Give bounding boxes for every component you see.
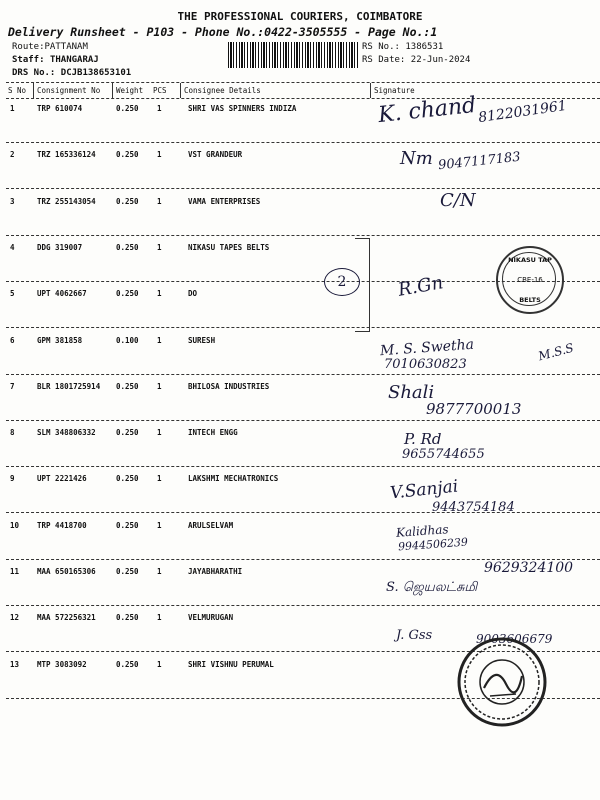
row-consignee: INTECH ENGG (188, 428, 238, 437)
row-weight: 0.250 (116, 382, 139, 391)
col-divider (33, 83, 34, 98)
row-sno: 2 (10, 150, 15, 159)
header-top-rule (6, 82, 600, 83)
row-consignment-no: GPM 381858 (37, 336, 83, 345)
row-pcs: 1 (157, 382, 162, 391)
rs-no-label: RS No.: (362, 42, 400, 52)
row-pcs: 1 (157, 567, 162, 576)
signature-row10-name: Kalidhas (395, 522, 449, 540)
row-separator (6, 142, 600, 143)
row-separator (6, 420, 600, 421)
row-consignment-no: TRZ 255143054 (37, 197, 96, 206)
signature-row12-name: J. Gss (396, 628, 433, 643)
row-consignee: ARULSELVAM (188, 521, 234, 530)
row-weight: 0.250 (116, 474, 139, 483)
row-weight: 0.250 (116, 521, 139, 530)
row-pcs: 1 (157, 197, 162, 206)
row-sno: 11 (10, 567, 20, 576)
header-bottom-rule (6, 98, 600, 99)
row-pcs: 1 (157, 289, 162, 298)
route-label: Route: (12, 42, 45, 52)
col-header-sno: S No (8, 86, 27, 95)
row-consignee: VST GRANDEUR (188, 150, 243, 159)
row-separator (6, 188, 600, 189)
row-consignment-no: BLR 1801725914 (37, 382, 101, 391)
row-consignment-no: TRP 4418700 (37, 521, 87, 530)
signature-row1-name: K. chand (376, 92, 478, 129)
row-weight: 0.250 (116, 428, 139, 437)
row-pcs: 1 (157, 474, 162, 483)
barcode (228, 42, 358, 68)
row-consignment-no: MAA 650165306 (37, 567, 96, 576)
signature-row1-phone: 8122031961 (477, 97, 568, 127)
rs-date-label: RS Date: (362, 55, 406, 65)
drs-label: DRS No.: (12, 68, 56, 78)
row-consignment-no: TRP 610074 (37, 104, 83, 113)
row-sno: 4 (10, 243, 15, 252)
rs-no-value: 1386531 (405, 42, 444, 52)
col-header-pcs: PCS (153, 86, 167, 95)
row-consignee: VAMA ENTERPRISES (188, 197, 261, 206)
row-consignee: BHILOSA INDUSTRIES (188, 382, 270, 391)
row-sno: 9 (10, 474, 15, 483)
row-pcs: 1 (157, 521, 162, 530)
signature-row8-phone: 9655744655 (402, 447, 485, 462)
col-header-signature: Signature (374, 86, 415, 95)
row-pcs: 1 (157, 150, 162, 159)
row-sno: 1 (10, 104, 15, 113)
signature-row11-name: S. ஜெயலட்சுமி (386, 580, 478, 595)
row-weight: 0.250 (116, 104, 139, 113)
row-sno: 7 (10, 382, 15, 391)
row-weight: 0.100 (116, 336, 139, 345)
col-divider (370, 83, 371, 98)
row-consignment-no: MAA 572256321 (37, 613, 96, 622)
row-consignment-no: TRZ 165336124 (37, 150, 96, 159)
row-consignee: SURESH (188, 336, 216, 345)
row-weight: 0.250 (116, 613, 139, 622)
signature-row9-name: V.Sanjai (389, 476, 460, 504)
signature-row3-name: C/N (440, 190, 476, 211)
drs-line (12, 68, 131, 78)
row-consignment-no: MTP 3083092 (37, 660, 87, 669)
signature-row2-phone: 9047117183 (437, 149, 522, 174)
route-value: PATTANAM (44, 42, 88, 52)
row-consignee: NIKASU TAPES BELTS (188, 243, 270, 252)
row-pcs: 1 (157, 660, 162, 669)
row-sno: 3 (10, 197, 15, 206)
col-header-weight: Weight (116, 86, 144, 95)
row-weight: 0.250 (116, 567, 139, 576)
row-consignment-no: SLM 348806332 (37, 428, 96, 437)
signature-row8-name: P. Rd (404, 430, 442, 448)
row-sno: 6 (10, 336, 15, 345)
row-consignee: LAKSHMI MECHATRONICS (188, 474, 279, 483)
row-pcs: 1 (157, 428, 162, 437)
company-seal (456, 636, 548, 728)
signature-row11-phone: 9629324100 (484, 560, 574, 576)
nikasu-stamp-mid-text: CBE-16 (517, 276, 543, 284)
row-separator (6, 327, 600, 328)
row-pcs: 1 (157, 613, 162, 622)
row-weight: 0.250 (116, 660, 139, 669)
row-consignee: SHRI VAS SPINNERS INDIZA (188, 104, 297, 113)
row-consignment-no: DDG 319007 (37, 243, 83, 252)
signature-row6-extra: M.S.S (536, 340, 576, 364)
row-separator (6, 235, 600, 236)
signature-row12-phone: 9003606679 (476, 632, 553, 646)
row-pcs: 1 (157, 243, 162, 252)
signature-row9-phone: 9443754184 (432, 500, 515, 515)
rs-no-line (362, 42, 443, 52)
document-title: THE PROFESSIONAL COURIERS, COIMBATORE (177, 10, 423, 23)
circled-count: 2 (324, 268, 360, 296)
row-separator (6, 466, 600, 467)
staff-value: THANGARAJ (49, 55, 99, 65)
nikasu-stamp (496, 246, 564, 314)
row-separator (6, 374, 600, 375)
row-consignee: VELMURUGAN (188, 613, 234, 622)
row-consignee: DO (188, 289, 198, 298)
row-sno: 10 (10, 521, 20, 530)
row-weight: 0.250 (116, 289, 139, 298)
signature-row7-name: Shali (388, 382, 435, 403)
col-header-consignment: Consignment No (37, 86, 101, 95)
rs-date-value: 22-Jun-2024 (410, 55, 471, 65)
row-weight: 0.250 (116, 150, 139, 159)
signature-row6-name: M. S. Swetha (379, 336, 475, 360)
row-consignment-no: UPT 4062667 (37, 289, 87, 298)
signature-row2-name: Nm (400, 148, 433, 169)
signature-row10-phone: 9944506239 (397, 535, 469, 554)
staff-line (12, 55, 99, 65)
row-consignee: SHRI VISHNU PERUMAL (188, 660, 274, 669)
row-sno: 13 (10, 660, 20, 669)
row-separator (6, 605, 600, 606)
col-divider (180, 83, 181, 98)
row-sno: 5 (10, 289, 15, 298)
signature-row6-phone: 7010630823 (384, 357, 467, 372)
drs-value: DCJB138653101 (60, 68, 132, 78)
signature-row7-phone: 9877700013 (426, 400, 522, 418)
row-consignee: JAYABHARATHI (188, 567, 243, 576)
row-weight: 0.250 (116, 243, 139, 252)
row-consignment-no: UPT 2221426 (37, 474, 87, 483)
rs-date-line (362, 55, 470, 65)
row-sno: 12 (10, 613, 20, 622)
row-pcs: 1 (157, 104, 162, 113)
row-weight: 0.250 (116, 197, 139, 206)
route-line (12, 42, 88, 52)
col-header-consignee: Consignee Details (184, 86, 261, 95)
row-sno: 8 (10, 428, 15, 437)
signature-row4-5-name: R.Gn (396, 272, 445, 301)
col-divider (112, 83, 113, 98)
runsheet-subtitle: Delivery Runsheet - P103 - Phone No.:0422-3505555 - Page No.:1 (8, 25, 438, 39)
nikasu-stamp-top-text: NIKASU TAP (508, 256, 552, 264)
nikasu-stamp-bottom-text: BELTS (519, 296, 541, 304)
staff-label: Staff: (12, 55, 45, 65)
row-pcs: 1 (157, 336, 162, 345)
